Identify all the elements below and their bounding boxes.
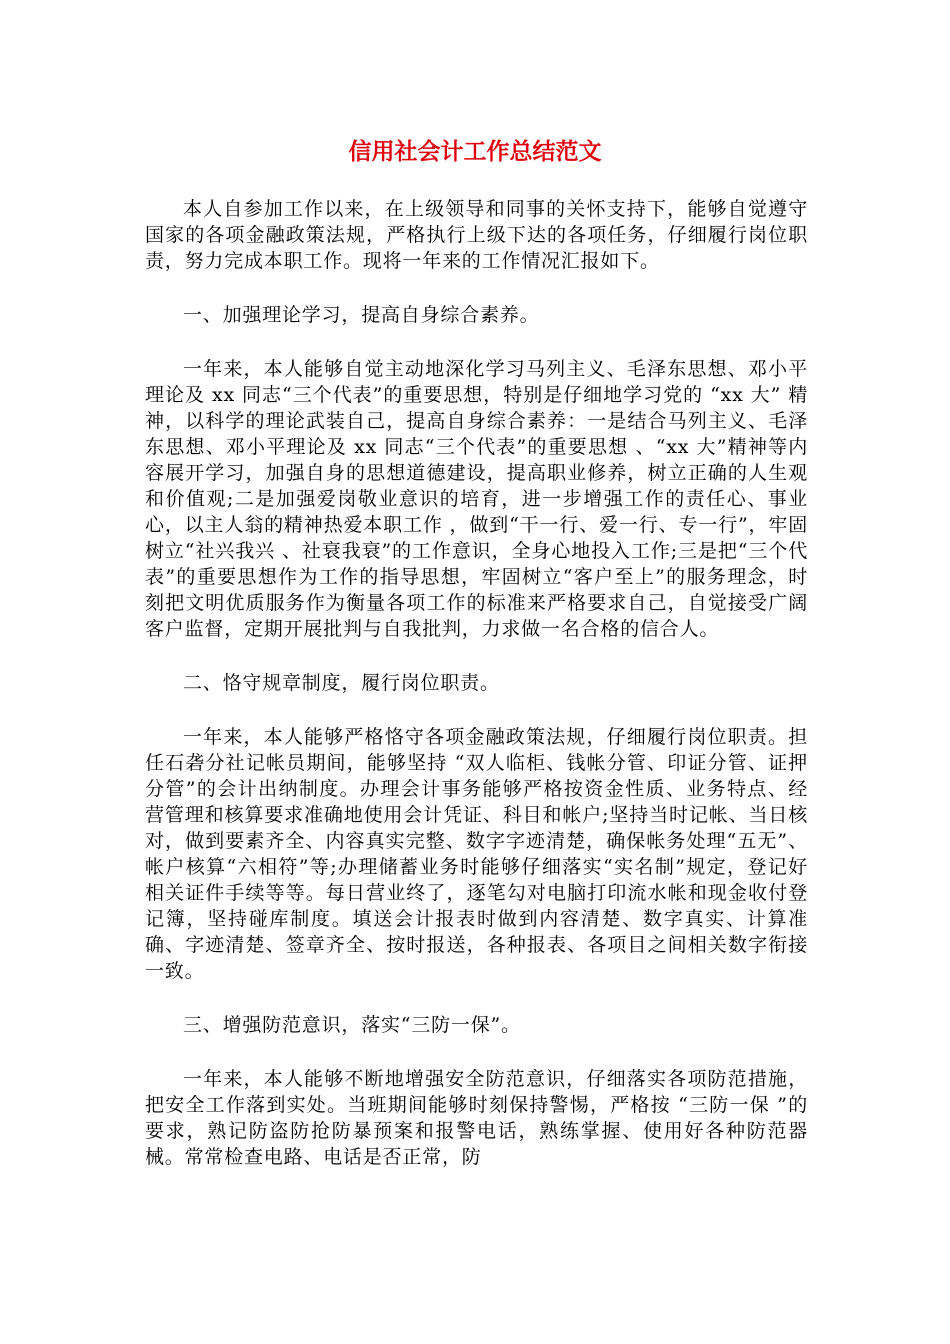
section-3-heading: 三、增强防范意识，落实“三防一保”。 bbox=[183, 1014, 521, 1036]
section-2-heading: 二、恪守规章制度，履行岗位职责。 bbox=[183, 672, 500, 694]
section-2-paragraph: 一年来，本人能够严格恪守各项金融政策法规，仔细履行岗位职责。担任石砻分社记帐员期间，能够坚持 “双人临柜、钱帐分管、印证分管、证押分管”的会计出纳制度。办理会计事务能够严格按资金性质、业务特点、经营管理和核算要求准确地使用会计凭证、科目和帐户;坚持当时记帐、当日核对，做到要素齐全、内容真实完整、数字字迹清楚，确保帐务处理“五无”、帐户核算“六相符”等;办理储蓄业务时能够仔细落实“实名制”规定，登记好相关证件手续等等。每日营业终了，逐笔勾对电脑打印流水帐和现金收付登记簿，坚持碰库制度。填送会计报表时做到内容清楚、数字真实、计算准确、字迹清楚、签章齐全、按时报送，各种报表、各项目之间相关数字衔接一致。 bbox=[145, 726, 808, 982]
document-body bbox=[145, 196, 808, 1198]
section-1-heading: 一、加强理论学习，提高自身综合素养。 bbox=[183, 304, 540, 326]
intro-paragraph: 本人自参加工作以来，在上级领导和同事的关怀支持下，能够自觉遵守国家的各项金融政策法规，严格执行上级下达的各项任务，仔细履行岗位职责，努力完成本职工作。现将一年来的工作情况汇报如下。 bbox=[145, 198, 808, 272]
section-1-paragraph: 一年来，本人能够自觉主动地深化学习马列主义、毛泽东思想、邓小平理论及 xx 同志“三个代表”的重要思想，特别是仔细地学习党的 “xx 大” 精神，以科学的理论武装自己，提高自身综合素养：一是结合马列主义、毛泽东思想、邓小平理论及 xx 同志“三个代表”的重要思想 、“xx 大”精神等内容展开学习，加强自身的思想道德建设，提高职业修养，树立正确的人生观和价值观;二是加强爱岗敬业意识的培育，进一步增强工作的责任心、事业心，以主人翁的精神热爱本职工作 ，做到“干一行、爱一行、专一行”，牢固树立“社兴我兴 、社衰我衰”的工作意识，全身心地投入工作;三是把“三个代表”的重要思想作为工作的指导思想，牢固树立“客户至上”的服务理念，时刻把文明优质服务作为衡量各项工作的标准来严格要求自己，自觉接受广阔客户监督，定期开展批判与自我批判，力求做一名合格的信合人。 bbox=[145, 358, 808, 640]
section-3-paragraph: 一年来，本人能够不断地增强安全防范意识，仔细落实各项防范措施，把安全工作落到实处。当班期间能够时刻保持警惕，严格按 “三防一保 ”的要求，熟记防盗防抢防暴预案和报警电话，熟练掌握、使用好各种防范器械。常常检查电路、电话是否正常，防 bbox=[145, 1068, 808, 1168]
document-title: 信用社会计工作总结范文 bbox=[348, 139, 602, 165]
